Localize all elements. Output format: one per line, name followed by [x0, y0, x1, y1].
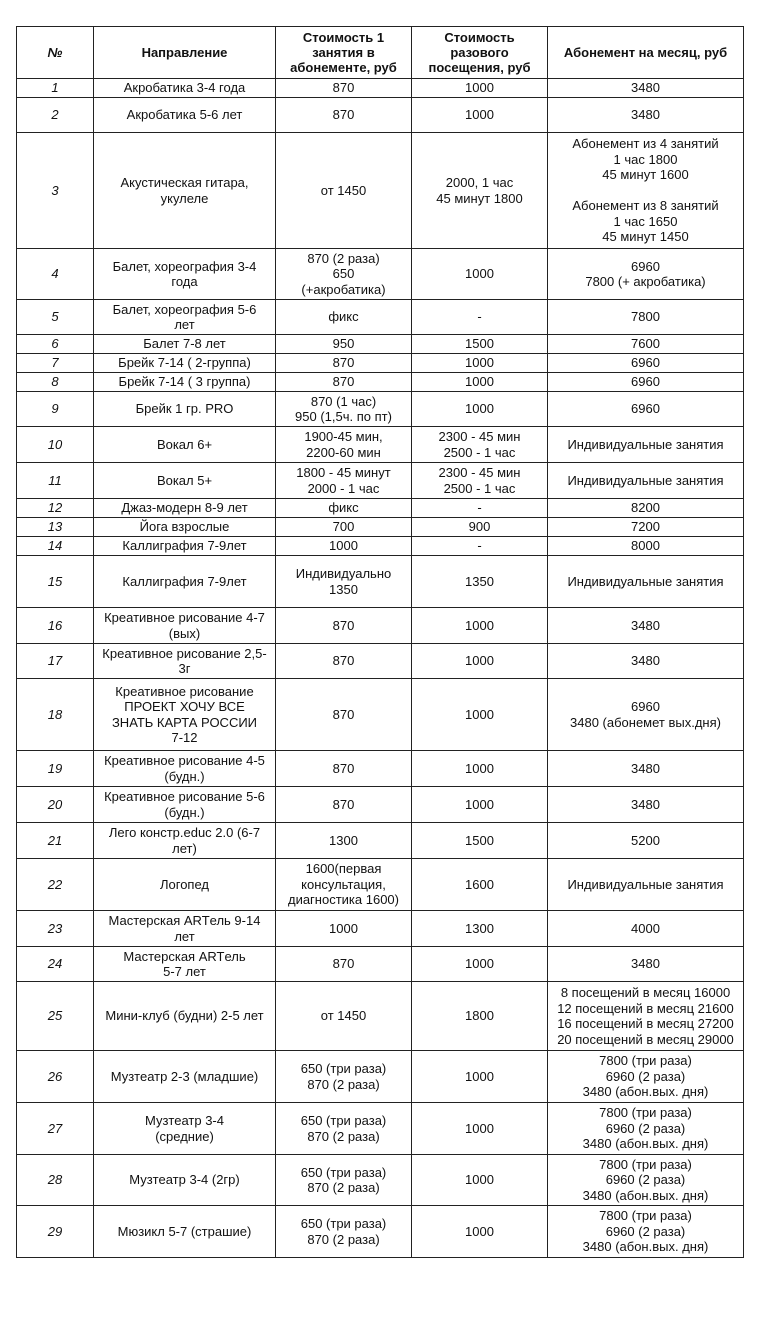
- row-direction: Брейк 7-14 ( 2-группа): [94, 354, 276, 373]
- row-single-visit-price: 1000: [412, 392, 548, 427]
- row-direction: Мини-клуб (будни) 2-5 лет: [94, 982, 276, 1051]
- row-monthly-pass: 3480: [548, 644, 744, 679]
- row-lesson-price: 870: [276, 787, 412, 823]
- row-number: 28: [17, 1155, 94, 1206]
- row-monthly-pass: 3480: [548, 98, 744, 133]
- table-row: [17, 679, 744, 751]
- row-single-visit-price: 1000: [412, 1103, 548, 1155]
- row-direction: Акробатика 3-4 года: [94, 79, 276, 98]
- row-single-visit-price: 1000: [412, 1155, 548, 1206]
- row-direction: Логопед: [94, 859, 276, 911]
- row-lesson-price: 1900-45 мин, 2200-60 мин: [276, 427, 412, 463]
- header-direction: Направление: [94, 27, 276, 79]
- row-single-visit-price: 900: [412, 518, 548, 537]
- row-direction: Креативное рисование 2,5- 3г: [94, 644, 276, 679]
- row-number: 21: [17, 823, 94, 859]
- row-direction: Креативное рисование 4-7 (вых): [94, 608, 276, 644]
- row-number: 25: [17, 982, 94, 1051]
- row-number: 15: [17, 556, 94, 608]
- table-row: [17, 823, 744, 859]
- row-single-visit-price: -: [412, 499, 548, 518]
- row-monthly-pass: Индивидуальные занятия: [548, 859, 744, 911]
- row-direction: Мастерская ARTель 9-14 лет: [94, 911, 276, 947]
- table-row: [17, 859, 744, 911]
- row-number: 4: [17, 249, 94, 300]
- row-single-visit-price: 1800: [412, 982, 548, 1051]
- table-row: [17, 373, 744, 392]
- row-lesson-price: 870 (1 час) 950 (1,5ч. по пт): [276, 392, 412, 427]
- row-direction: Балет 7-8 лет: [94, 335, 276, 354]
- row-single-visit-price: 1000: [412, 787, 548, 823]
- table-row: [17, 1103, 744, 1155]
- row-direction: Вокал 5+: [94, 463, 276, 499]
- row-single-visit-price: -: [412, 300, 548, 335]
- row-single-visit-price: 1000: [412, 947, 548, 982]
- row-single-visit-price: 1500: [412, 823, 548, 859]
- row-number: 3: [17, 133, 94, 249]
- row-monthly-pass: 7800 (три раза) 6960 (2 раза) 3480 (абон.вых. дня): [548, 1206, 744, 1258]
- row-direction: Балет, хореография 3-4 года: [94, 249, 276, 300]
- row-single-visit-price: 1000: [412, 608, 548, 644]
- table-row: [17, 751, 744, 787]
- row-direction: Музтеатр 2-3 (младшие): [94, 1051, 276, 1103]
- row-number: 10: [17, 427, 94, 463]
- row-number: 8: [17, 373, 94, 392]
- row-single-visit-price: 1000: [412, 98, 548, 133]
- row-number: 26: [17, 1051, 94, 1103]
- row-lesson-price: 870: [276, 751, 412, 787]
- row-lesson-price: 870: [276, 608, 412, 644]
- row-direction: Акробатика 5-6 лет: [94, 98, 276, 133]
- row-direction: Креативное рисование 5-6 (будн.): [94, 787, 276, 823]
- row-number: 19: [17, 751, 94, 787]
- row-direction: Креативное рисование 4-5 (будн.): [94, 751, 276, 787]
- row-lesson-price: 870: [276, 644, 412, 679]
- row-single-visit-price: -: [412, 537, 548, 556]
- row-monthly-pass: 3480: [548, 751, 744, 787]
- row-single-visit-price: 1000: [412, 373, 548, 392]
- row-single-visit-price: 1000: [412, 79, 548, 98]
- row-number: 9: [17, 392, 94, 427]
- row-number: 18: [17, 679, 94, 751]
- row-lesson-price: 1800 - 45 минут 2000 - 1 час: [276, 463, 412, 499]
- row-lesson-price: от 1450: [276, 133, 412, 249]
- row-single-visit-price: 2300 - 45 мин 2500 - 1 час: [412, 463, 548, 499]
- header-row: [17, 27, 744, 79]
- row-monthly-pass: 6960: [548, 392, 744, 427]
- table-row: [17, 947, 744, 982]
- row-single-visit-price: 1000: [412, 751, 548, 787]
- row-single-visit-price: 1350: [412, 556, 548, 608]
- row-number: 23: [17, 911, 94, 947]
- row-lesson-price: 1000: [276, 911, 412, 947]
- table-row: [17, 98, 744, 133]
- row-direction: Мюзикл 5-7 (страшие): [94, 1206, 276, 1258]
- row-monthly-pass: 8 посещений в месяц 16000 12 посещений в месяц 21600 16 посещений в месяц 27200 20 посещений в месяц 29000: [548, 982, 744, 1051]
- row-direction: Брейк 1 гр. PRO: [94, 392, 276, 427]
- row-lesson-price: 1000: [276, 537, 412, 556]
- row-lesson-price: 870: [276, 679, 412, 751]
- row-direction: Мастерская ARTель 5-7 лет: [94, 947, 276, 982]
- row-monthly-pass: 6960: [548, 373, 744, 392]
- row-monthly-pass: 5200: [548, 823, 744, 859]
- row-number: 29: [17, 1206, 94, 1258]
- row-monthly-pass: Индивидуальные занятия: [548, 463, 744, 499]
- table-row: [17, 392, 744, 427]
- header-single-visit-price: Стоимость разового посещения, руб: [412, 27, 548, 79]
- row-lesson-price: 650 (три раза) 870 (2 раза): [276, 1103, 412, 1155]
- header-lesson-price: Стоимость 1 занятия в абонементе, руб: [276, 27, 412, 79]
- row-number: 5: [17, 300, 94, 335]
- row-monthly-pass: 4000: [548, 911, 744, 947]
- row-number: 24: [17, 947, 94, 982]
- row-monthly-pass: 3480: [548, 787, 744, 823]
- row-monthly-pass: 7600: [548, 335, 744, 354]
- row-number: 22: [17, 859, 94, 911]
- row-monthly-pass: 3480: [548, 947, 744, 982]
- table-row: [17, 249, 744, 300]
- table-row: [17, 556, 744, 608]
- row-single-visit-price: 2300 - 45 мин 2500 - 1 час: [412, 427, 548, 463]
- row-number: 11: [17, 463, 94, 499]
- table-row: [17, 463, 744, 499]
- row-single-visit-price: 1500: [412, 335, 548, 354]
- row-lesson-price: 650 (три раза) 870 (2 раза): [276, 1155, 412, 1206]
- row-single-visit-price: 1000: [412, 249, 548, 300]
- row-number: 17: [17, 644, 94, 679]
- row-lesson-price: 650 (три раза) 870 (2 раза): [276, 1051, 412, 1103]
- row-direction: Вокал 6+: [94, 427, 276, 463]
- table-row: [17, 608, 744, 644]
- row-monthly-pass: 7800 (три раза) 6960 (2 раза) 3480 (абон.вых. дня): [548, 1051, 744, 1103]
- row-single-visit-price: 1000: [412, 644, 548, 679]
- table-row: [17, 911, 744, 947]
- row-monthly-pass: Индивидуальные занятия: [548, 556, 744, 608]
- row-single-visit-price: 1600: [412, 859, 548, 911]
- row-lesson-price: 870 (2 раза) 650 (+акробатика): [276, 249, 412, 300]
- table-row: [17, 427, 744, 463]
- row-number: 1: [17, 79, 94, 98]
- row-single-visit-price: 1300: [412, 911, 548, 947]
- row-monthly-pass: 3480: [548, 79, 744, 98]
- table-row: [17, 982, 744, 1051]
- row-lesson-price: 1600(первая консультация, диагностика 1600): [276, 859, 412, 911]
- row-monthly-pass: 6960 7800 (+ акробатика): [548, 249, 744, 300]
- row-direction: Лего констр.educ 2.0 (6-7 лет): [94, 823, 276, 859]
- row-single-visit-price: 2000, 1 час 45 минут 1800: [412, 133, 548, 249]
- row-lesson-price: 870: [276, 947, 412, 982]
- row-monthly-pass: 8200: [548, 499, 744, 518]
- row-lesson-price: 870: [276, 354, 412, 373]
- table-row: [17, 537, 744, 556]
- table-row: [17, 644, 744, 679]
- row-number: 6: [17, 335, 94, 354]
- table-row: [17, 1051, 744, 1103]
- table-row: [17, 1155, 744, 1206]
- row-lesson-price: 870: [276, 98, 412, 133]
- table-row: [17, 499, 744, 518]
- row-number: 20: [17, 787, 94, 823]
- row-lesson-price: 650 (три раза) 870 (2 раза): [276, 1206, 412, 1258]
- row-number: 12: [17, 499, 94, 518]
- row-direction: Каллиграфия 7-9лет: [94, 537, 276, 556]
- row-monthly-pass: 6960 3480 (абонемет вых.дня): [548, 679, 744, 751]
- row-direction: Креативное рисование ПРОЕКТ ХОЧУ ВСЕ ЗНАТЬ КАРТА РОССИИ 7-12: [94, 679, 276, 751]
- row-direction: Акустическая гитара, укулеле: [94, 133, 276, 249]
- row-lesson-price: 870: [276, 373, 412, 392]
- row-number: 13: [17, 518, 94, 537]
- row-lesson-price: фикс: [276, 300, 412, 335]
- table-row: [17, 79, 744, 98]
- table-row: [17, 1206, 744, 1258]
- row-number: 14: [17, 537, 94, 556]
- row-lesson-price: 870: [276, 79, 412, 98]
- row-monthly-pass: 8000: [548, 537, 744, 556]
- row-number: 16: [17, 608, 94, 644]
- row-monthly-pass: 7200: [548, 518, 744, 537]
- table-row: [17, 300, 744, 335]
- row-monthly-pass: 6960: [548, 354, 744, 373]
- price-table: [16, 26, 744, 1258]
- row-monthly-pass: 3480: [548, 608, 744, 644]
- table-row: [17, 518, 744, 537]
- row-lesson-price: 1300: [276, 823, 412, 859]
- row-single-visit-price: 1000: [412, 679, 548, 751]
- table-row: [17, 335, 744, 354]
- header-number: №: [17, 27, 94, 79]
- table-body: [17, 79, 744, 1258]
- row-monthly-pass: Абонемент из 4 занятий 1 час 1800 45 минут 1600 Абонемент из 8 занятий 1 час 1650 45 минут 1450: [548, 133, 744, 249]
- row-direction: Брейк 7-14 ( 3 группа): [94, 373, 276, 392]
- row-number: 2: [17, 98, 94, 133]
- row-direction: Музтеатр 3-4 (средние): [94, 1103, 276, 1155]
- row-lesson-price: 950: [276, 335, 412, 354]
- row-single-visit-price: 1000: [412, 1206, 548, 1258]
- row-direction: Каллиграфия 7-9лет: [94, 556, 276, 608]
- row-monthly-pass: Индивидуальные занятия: [548, 427, 744, 463]
- row-monthly-pass: 7800 (три раза) 6960 (2 раза) 3480 (абон.вых. дня): [548, 1103, 744, 1155]
- row-lesson-price: Индивидуально 1350: [276, 556, 412, 608]
- row-number: 27: [17, 1103, 94, 1155]
- row-direction: Джаз-модерн 8-9 лет: [94, 499, 276, 518]
- row-monthly-pass: 7800 (три раза) 6960 (2 раза) 3480 (абон.вых. дня): [548, 1155, 744, 1206]
- header-monthly-pass: Абонемент на месяц, руб: [548, 27, 744, 79]
- row-number: 7: [17, 354, 94, 373]
- row-lesson-price: фикс: [276, 499, 412, 518]
- row-direction: Балет, хореография 5-6 лет: [94, 300, 276, 335]
- row-direction: Йога взрослые: [94, 518, 276, 537]
- table-row: [17, 787, 744, 823]
- row-lesson-price: 700: [276, 518, 412, 537]
- table-row: [17, 354, 744, 373]
- row-single-visit-price: 1000: [412, 354, 548, 373]
- row-lesson-price: от 1450: [276, 982, 412, 1051]
- row-monthly-pass: 7800: [548, 300, 744, 335]
- table-row: [17, 133, 744, 249]
- row-single-visit-price: 1000: [412, 1051, 548, 1103]
- row-direction: Музтеатр 3-4 (2гр): [94, 1155, 276, 1206]
